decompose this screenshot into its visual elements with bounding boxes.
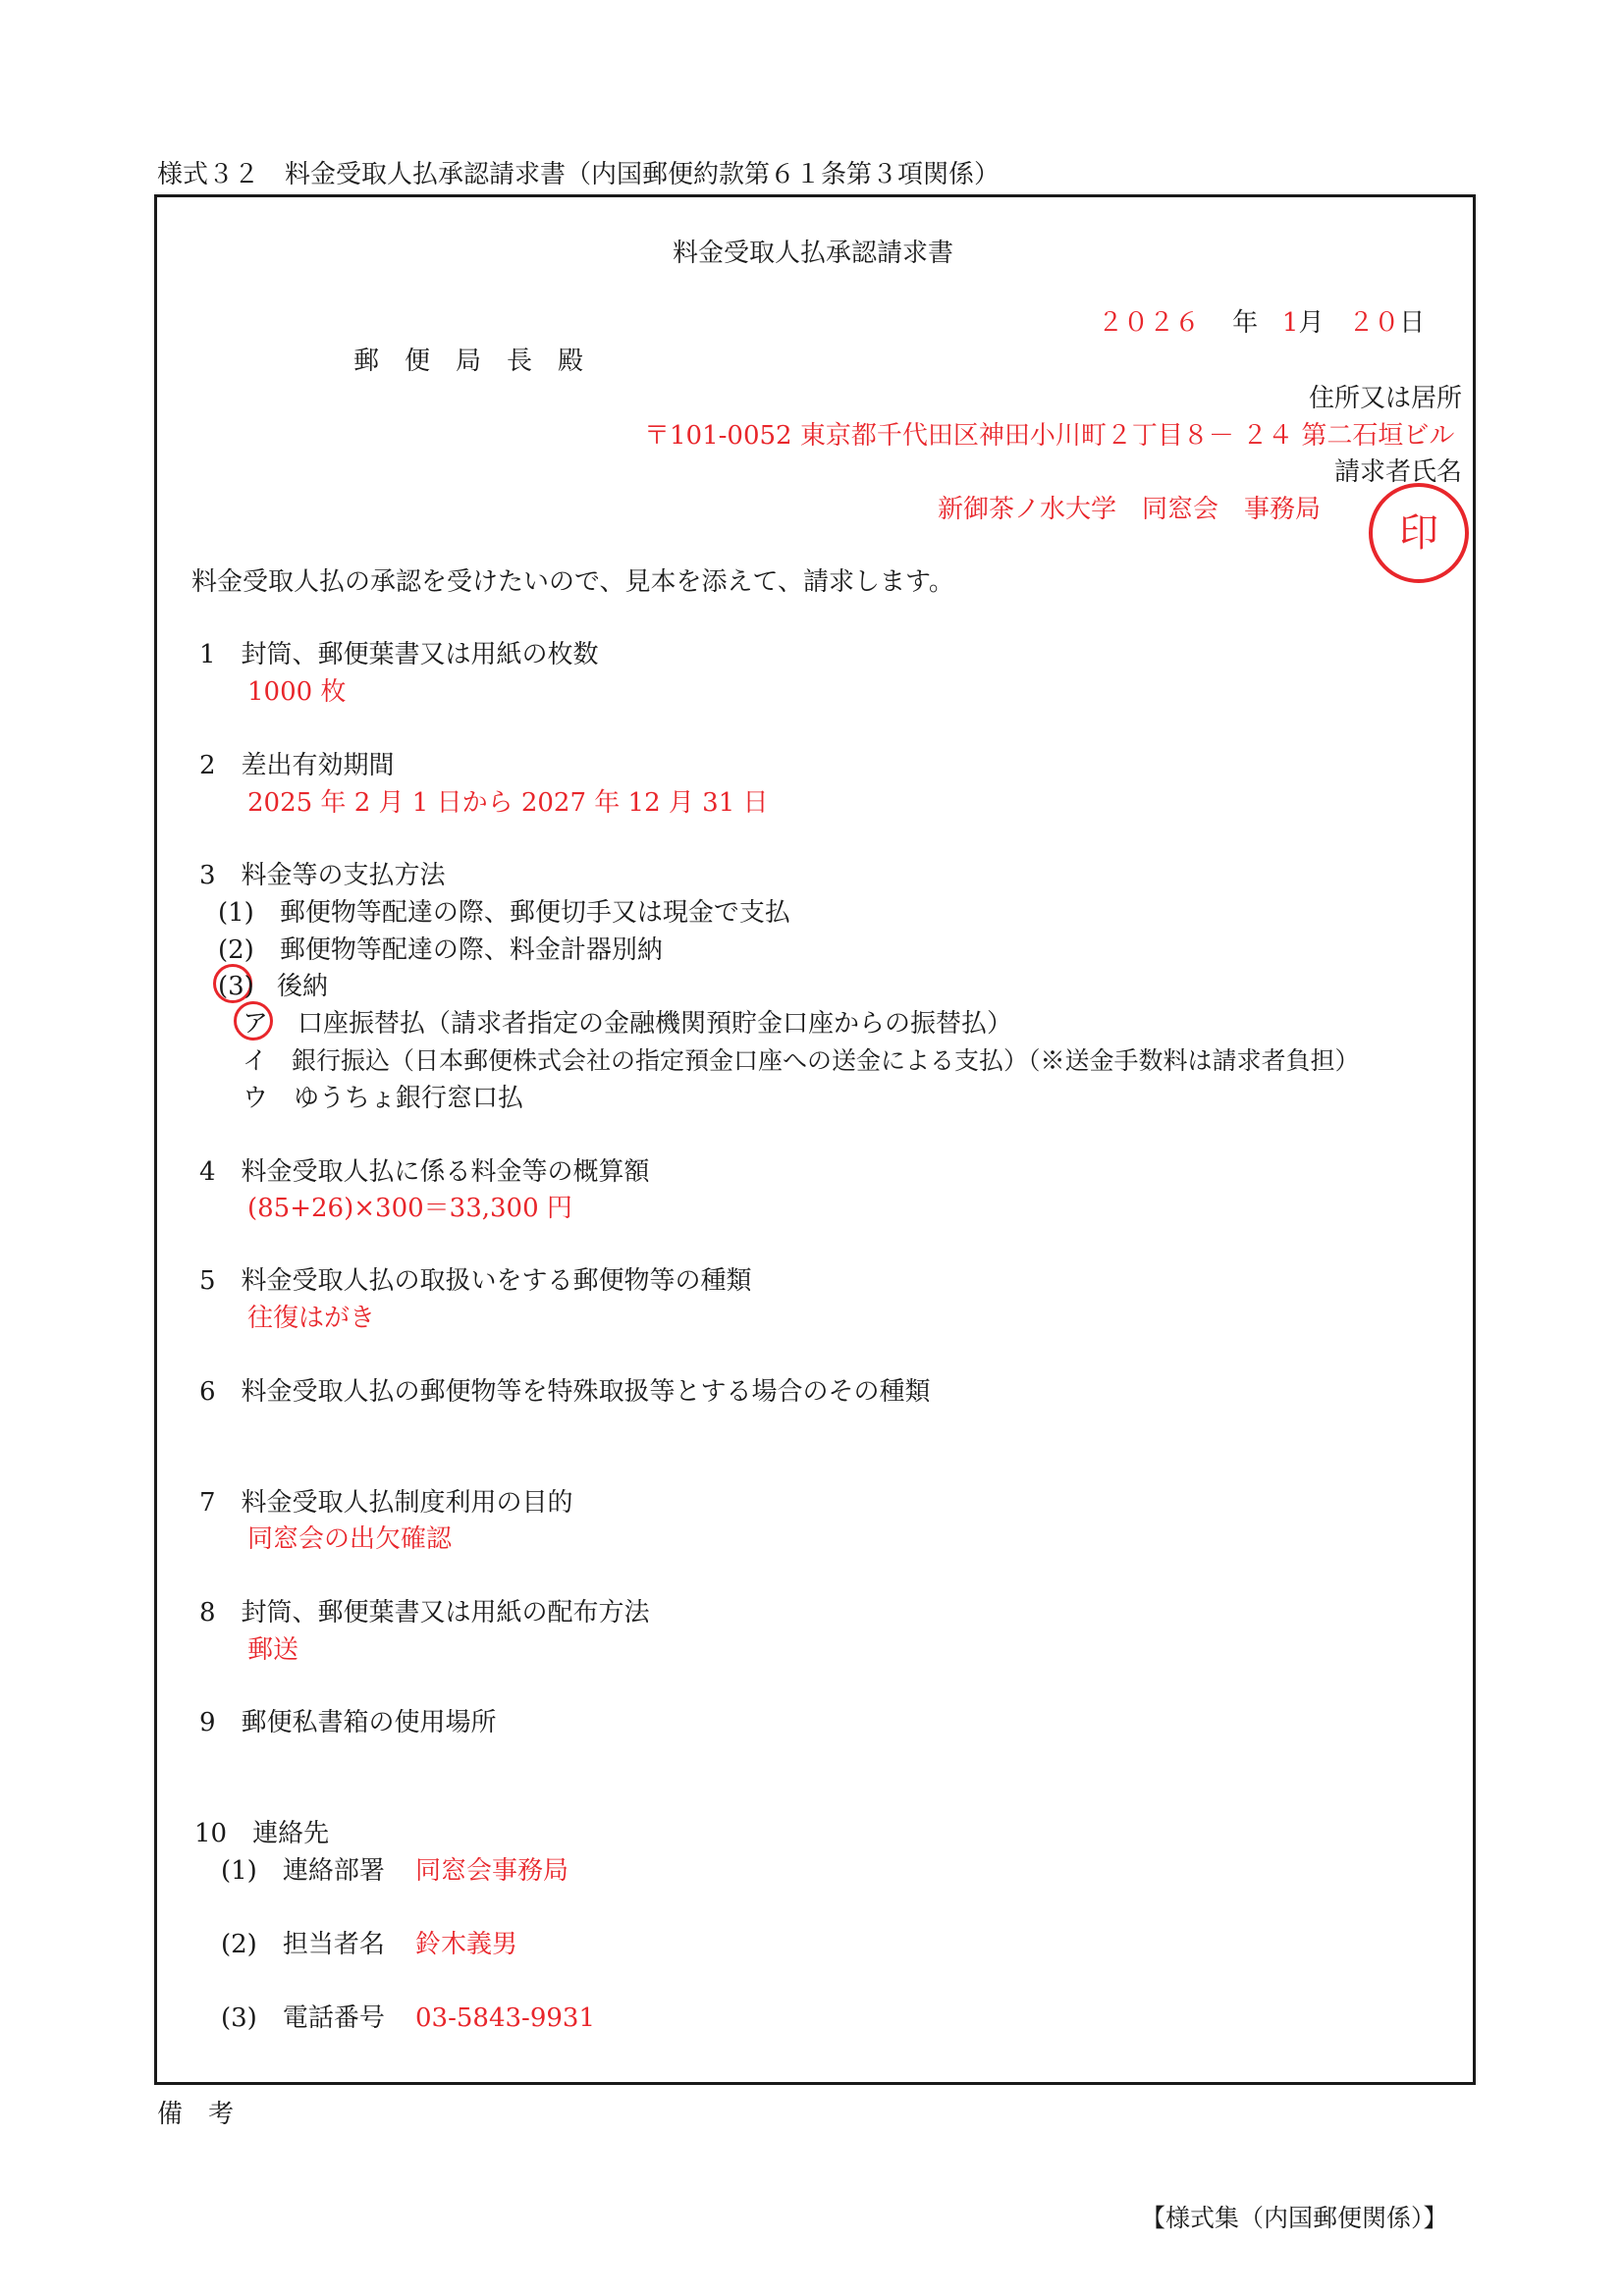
item7-label: 7 料金受取人払制度利用の目的: [199, 1488, 573, 1518]
item9-label: 9 郵便私書箱の使用場所: [199, 1708, 497, 1737]
item6-label: 6 料金受取人払の郵便物等を特殊取扱等とする場合のその種類: [199, 1377, 931, 1407]
contact-phone-value: 03-5843-9931: [415, 2003, 595, 2033]
item7-value: 同窓会の出欠確認: [247, 1524, 453, 1554]
item3-option2: (2) 郵便物等配達の際、料金計器別納: [218, 935, 663, 965]
remarks-label: 備 考: [157, 2100, 235, 2129]
contact-person-label: (2) 担当者名: [221, 1930, 385, 1959]
item2-label: 2 差出有効期間: [199, 751, 395, 780]
date-day: ２０: [1348, 308, 1400, 338]
form-box: [154, 194, 1476, 2085]
contact-dept-value: 同窓会事務局: [415, 1856, 569, 1886]
date-year: ２０２６: [1098, 308, 1201, 338]
item1-label: 1 封筒、郵便葉書又は用紙の枚数: [199, 640, 599, 669]
item4-value: (85+26)×300＝33,300 円: [247, 1194, 572, 1223]
date-line: [1098, 310, 1425, 336]
item3-sub-u: ウ ゆうちょ銀行窓口払: [243, 1084, 524, 1113]
addressee: 郵 便 局 長 殿: [353, 347, 584, 376]
seal-stamp: [1369, 483, 1469, 583]
item8-value: 郵送: [247, 1635, 299, 1665]
item3-sub-i: イ 銀行振込（日本郵便株式会社の指定預金口座への送金による支払）（※送金手数料は請求者負担）: [243, 1046, 1360, 1075]
contact-dept-label: (1) 連絡部署: [221, 1856, 385, 1886]
address-value: 〒101-0052 東京都千代田区神田小川町２丁目８－ ２４ 第二石垣ビル: [644, 421, 1455, 451]
date-month-unit: 月: [1298, 308, 1325, 338]
item2-value: 2025 年 2 月 1 日から 2027 年 12 月 31 日: [247, 788, 769, 818]
document-title: 料金受取人払承認請求書: [673, 239, 954, 268]
seal-character: 印: [1399, 510, 1438, 556]
name-value: 新御茶ノ水大学 同窓会 事務局: [938, 495, 1322, 524]
intro-text: 料金受取人払の承認を受けたいので、見本を添えて、請求します。: [191, 567, 954, 597]
date-year-unit: 年: [1232, 308, 1259, 338]
item4-label: 4 料金受取人払に係る料金等の概算額: [199, 1157, 650, 1187]
item3-option3-number: (3): [218, 972, 254, 1001]
footer-label: 【様式集（内国郵便関係）】: [1141, 2204, 1448, 2232]
date-month: 1: [1281, 308, 1299, 338]
item5-label: 5 料金受取人払の取扱いをする郵便物等の種類: [199, 1266, 752, 1296]
name-label: 請求者氏名: [1334, 457, 1463, 487]
item10-label: 10 連絡先: [194, 1819, 330, 1848]
contact-person-value: 鈴木義男: [415, 1930, 518, 1959]
address-label: 住所又は居所: [1309, 384, 1463, 413]
item5-value: 往復はがき: [247, 1304, 376, 1333]
item3-option1: (1) 郵便物等配達の際、郵便切手又は現金で支払: [218, 898, 790, 928]
contact-phone-label: (3) 電話番号: [221, 2003, 385, 2033]
date-day-unit: 日: [1399, 308, 1426, 338]
item1-value: 1000 枚: [247, 677, 347, 707]
item8-label: 8 封筒、郵便葉書又は用紙の配布方法: [199, 1598, 650, 1628]
item3-label: 3 料金等の支払方法: [199, 861, 446, 890]
item3-sub-a-mark: ア: [243, 1009, 269, 1039]
form-label: 様式３２ 料金受取人払承認請求書（内国郵便約款第６１条第３項関係）: [157, 160, 1001, 189]
item3-sub-a-text: 口座振替払（請求者指定の金融機関預貯金口座からの振替払）: [298, 1009, 1013, 1039]
item3-option3-text: 後納: [277, 972, 329, 1001]
